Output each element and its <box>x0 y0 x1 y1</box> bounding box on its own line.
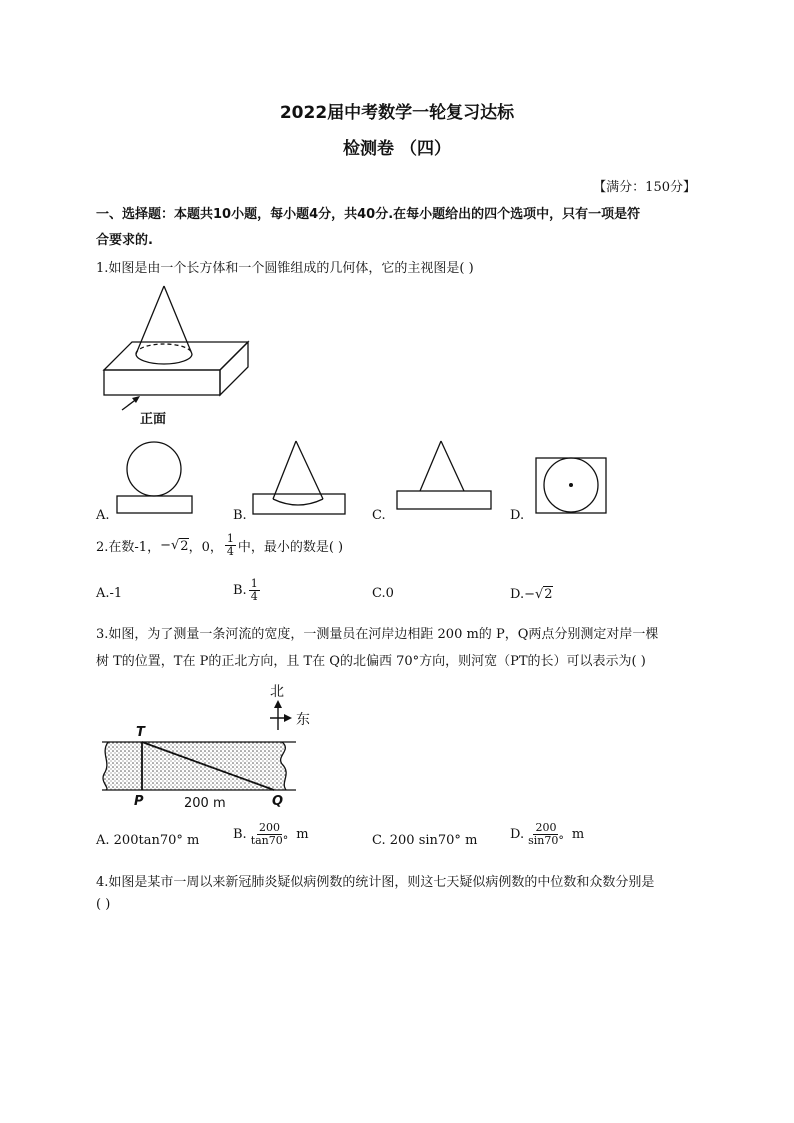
q3-point-t: T <box>136 725 145 740</box>
q3-east-label: 东 <box>296 712 310 728</box>
q2-option-d-minus: − <box>524 586 535 602</box>
q1-solid-figure <box>96 280 266 430</box>
q3-option-d-unit: m <box>571 827 585 842</box>
exam-title: 2022届中考数学一轮复习达标 <box>279 103 515 123</box>
q2-stem-suffix: 中，最小的数是( ) <box>237 540 344 555</box>
q1-front-label: 正面 <box>140 412 167 427</box>
q3-option-b-den: tan70° <box>250 834 289 847</box>
q3-stem-line1: 3.如图，为了测量一条河流的宽度，一测量员在河岸边相距 200 m的 P，Q两点分别测定对岸一棵 <box>96 627 659 642</box>
q1-option-b-figure <box>250 436 350 520</box>
total-score: 【满分：150分】 <box>593 180 696 195</box>
q2-frac-num: 1 <box>226 532 234 545</box>
q3-stem-line2: 树 T的位置，T在 P的正北方向，且 T在 Q的北偏西 70°方向，则河宽（PT的长）可以表示为( ) <box>96 654 646 669</box>
q2-radicand: 2 <box>180 538 189 554</box>
q3-north-label: 北 <box>270 684 284 700</box>
section-heading-line2: 合要求的. <box>96 233 153 248</box>
q2-option-b-label: B. <box>233 583 247 598</box>
q3-option-c: C. 200 sin70° m <box>372 833 478 848</box>
q3-option-d-den: sin70° <box>528 834 564 847</box>
q1-option-c-figure <box>392 437 502 517</box>
q2-option-b-num: 1 <box>250 577 258 590</box>
q1-option-b-label: B. <box>233 508 247 523</box>
q1-option-d-figure <box>532 455 612 517</box>
q3-river-figure <box>96 678 336 814</box>
q3-option-d <box>510 822 584 847</box>
sqrt-symbol-icon: √ <box>535 586 544 602</box>
q3-option-d-num: 200 <box>535 821 557 834</box>
q3-option-b-num: 200 <box>258 821 280 834</box>
q1-option-d-label: D. <box>510 508 525 523</box>
q2-stem <box>96 533 343 558</box>
q2-sep: ，0， <box>188 540 223 555</box>
q3-option-d-fraction <box>526 822 566 847</box>
q2-option-d-radicand: 2 <box>544 587 553 602</box>
q3-option-b <box>233 822 309 847</box>
q2-minus: − <box>160 538 171 553</box>
q3-distance-label: 200 m <box>184 796 226 811</box>
section-heading-line1: 一、选择题：本题共10小题，每小题4分，共40分.在每小题给出的四个选项中，只有一项是符 <box>96 207 641 222</box>
q2-option-b <box>233 578 262 603</box>
q3-point-q: Q <box>272 794 284 809</box>
q2-option-b-fraction <box>249 578 260 603</box>
q2-option-b-den: 4 <box>250 590 258 603</box>
q1-option-a-label: A. <box>96 508 110 523</box>
q2-option-d <box>510 586 553 602</box>
q3-option-b-fraction <box>249 822 291 847</box>
q2-frac-den: 4 <box>226 545 234 558</box>
sqrt-symbol-icon: √ <box>170 538 180 553</box>
q3-point-p: P <box>134 794 144 809</box>
q2-fraction <box>225 533 236 558</box>
q1-stem: 1.如图是由一个长方体和一个圆锥组成的几何体，它的主视图是( ) <box>96 261 474 276</box>
q4-stem-line1: 4.如图是某市一周以来新冠肺炎疑似病例数的统计图，则这七天疑似病例数的中位数和众数分别是 <box>96 875 655 890</box>
q2-option-a: A.-1 <box>96 586 123 601</box>
q1-option-c-label: C. <box>372 508 386 523</box>
q3-option-a: A. 200tan70° m <box>96 833 200 848</box>
q3-option-d-label: D. <box>510 827 525 842</box>
q2-option-d-label: D. <box>510 586 525 602</box>
q1-option-a-figure <box>112 440 202 520</box>
q4-stem-line2: ( ) <box>96 897 111 912</box>
q3-option-b-label: B. <box>233 827 247 842</box>
q3-option-b-unit: m <box>296 827 309 842</box>
q2-stem-prefix: 2.在数-1， <box>96 540 161 555</box>
exam-subtitle: 检测卷 （四） <box>343 139 451 159</box>
q2-option-c: C.0 <box>372 586 394 601</box>
